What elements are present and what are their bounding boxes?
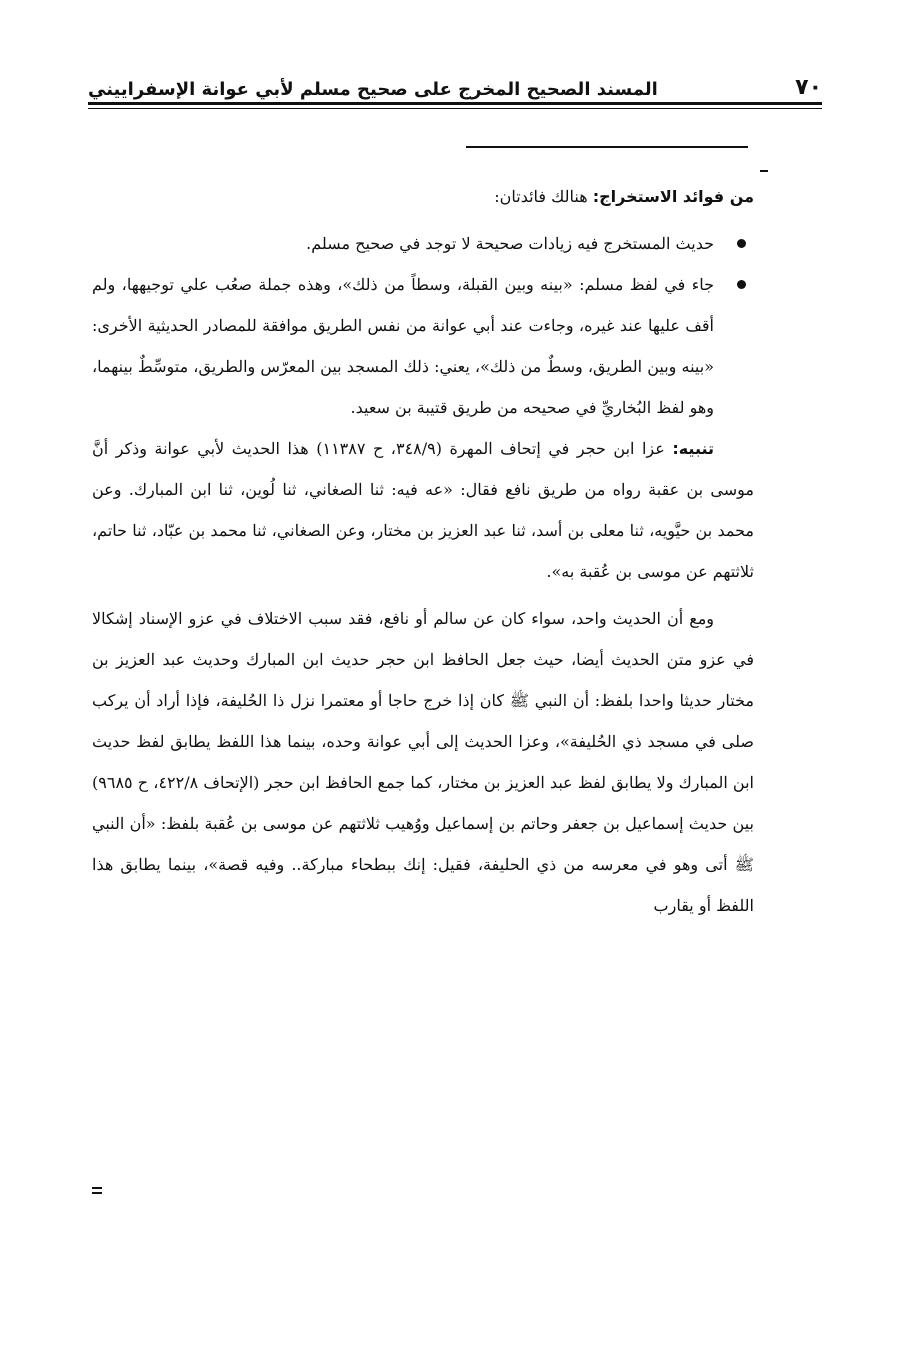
body-text [92, 176, 754, 932]
benefits-heading [92, 176, 754, 217]
benefit-item-1: حديث المستخرج فيه زيادات صحيحة لا توجد في صحيح مسلم. [92, 223, 754, 264]
margin-dash-mark [760, 170, 768, 172]
header-rule-thick [88, 102, 822, 105]
benefits-intro: هنالك فائدتان: [494, 187, 588, 206]
section-rule [466, 146, 748, 148]
note-text: عزا ابن حجر في إتحاف المهرة (٣٤٨/٩، ح ١١٣٨٧) هذا الحديث لأبي عوانة وذكر أنَّ موسى بن عقبة رواه من طريق نافع فقال: «عه فيه: ثنا الصغاني، ثنا لُوين، ثنا ابن المبارك. وعن محمد بن حيَّويه، ثنا معلى بن أسد، ثنا عبد العزيز بن مختار، وعن الصغاني، ثنا محمد بن عبّاد، ثنا حاتم، ثلاثتهم عن موسى بن عُقبة به». [92, 439, 754, 581]
discussion-paragraph: ومع أن الحديث واحد، سواء كان عن سالم أو نافع، فقد سبب الاختلاف في عزو الإسناد إشكالا في عزو متن الحديث أيضا، حيث جعل الحافظ ابن حجر حديث ابن المبارك وحديث عبد العزيز بن مختار حديثا واحدا بلفظ: أن النبي ﷺ كان إذا خرج حاجا أو معتمرا نزل ذا الحُليفة، فإذا أراد أن يركب صلى في مسجد ذي الحُليفة»، وعزا الحديث إلى أبي عوانة وحده، بينما هذا اللفظ يطابق لفظ حديث ابن المبارك ولا يطابق لفظ عبد العزيز بن مختار، كما جمع الحافظ ابن حجر (الإتحاف ٤٢٢/٨، ح ٩٦٨٥) بين حديث إسماعيل بن جعفر وحاتم بن إسماعيل ووُهيب ثلاثتهم عن موسى بن عُقبة بلفظ: «أن النبي ﷺ أتى وهو في معرسه من ذي الحليفة، فقيل: إنك ببطحاء مباركة.. وفيه قصة»، بينما يطابق هذا اللفظ أو يقارب [92, 609, 755, 915]
header-rule-thin [88, 108, 822, 109]
note-label: تنبيه: [672, 439, 715, 458]
benefit-item-2: جاء في لفظ مسلم: «بينه وبين القبلة، وسطاً من ذلك»، وهذه جملة صعُب علي توجيهها، ولم أقف عليها عند غيره، وجاءت عند أبي عوانة من نفس الطريق موافقة للمصادر الحديثية الأخرى: «بينه وبين الطريق، وسطٌ من ذلك»، يعني: ذلك المسجد بين المعرّس والطريق، متوسِّطٌ بينهما، وهو لفظ البُخاريِّ في صحيحه من طريق قتيبة بن سعيد. [92, 264, 754, 428]
benefits-label: من فوائد الاستخراج: [592, 187, 754, 206]
running-title: المسند الصحيح المخرج على صحيح مسلم لأبي عوانة الإسفراييني [88, 79, 658, 100]
note-paragraph [92, 428, 754, 592]
page-header [88, 62, 822, 100]
page-number: ٧٠ [795, 75, 822, 100]
benefits-list [92, 223, 754, 428]
continuation-mark-bottom [92, 1192, 102, 1194]
continuation-mark-top [92, 1187, 102, 1189]
